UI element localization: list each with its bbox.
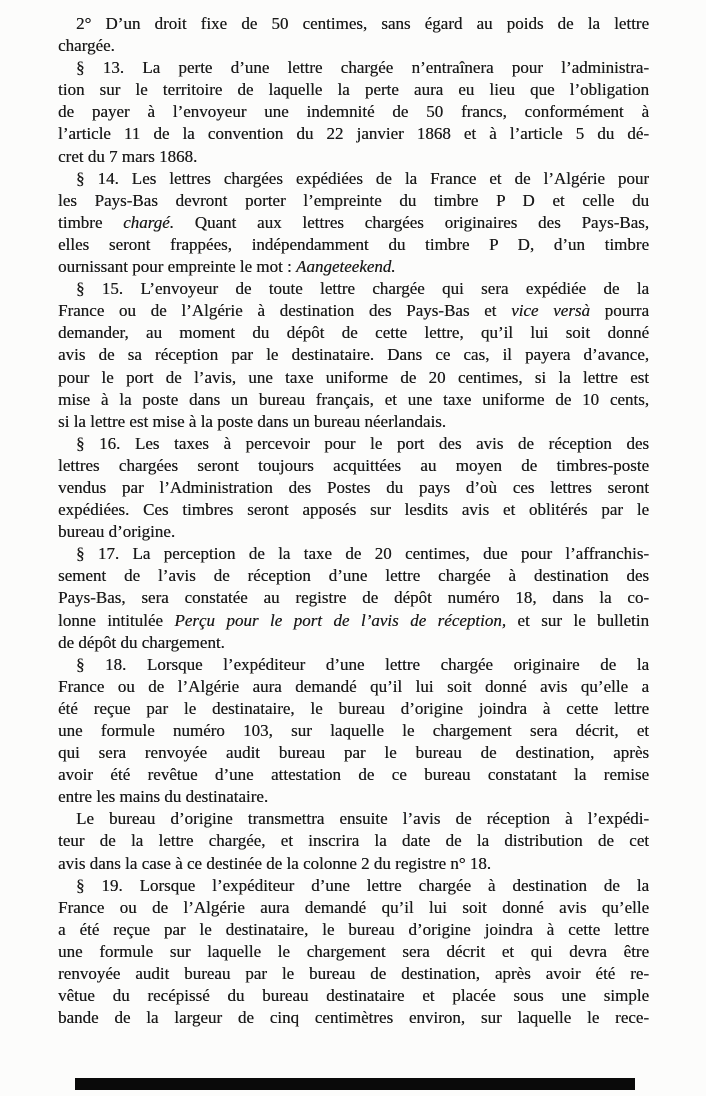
text-segment: lonne intitulée (58, 610, 175, 630)
text-segment: § 14. Les lettres chargées expédiées de la France et de l’Algérie pour (76, 168, 649, 188)
text-line (58, 367, 649, 389)
text-segment: renvoyée audit bureau par le bureau de destination, après avoir été re- (58, 964, 649, 984)
text-line (58, 234, 649, 256)
text-segment: cret du 7 mars 1868. (58, 146, 198, 166)
text-segment: § 19. Lorsque l’expéditeur d’une lettre chargée à destination de la (76, 875, 649, 895)
text-segment: l’article 11 de la convention du 22 janvier 1868 et à l’article 5 du dé- (58, 124, 649, 144)
text-line (58, 632, 649, 654)
text-line (58, 830, 649, 852)
text-segment: § 15. L’envoyeur de toute lettre chargée qui sera expédiée de la (76, 279, 649, 299)
text-line (58, 764, 649, 786)
italic-text-segment: Aangeteekend. (295, 257, 396, 277)
text-segment: ournissant pour empreinte le mot : (58, 257, 296, 277)
text-line (58, 411, 649, 433)
text-segment: tion sur le territoire de laquelle la perte aura eu lieu que l’obligation (58, 80, 649, 100)
text-line (58, 919, 649, 941)
text-segment: pourra (589, 301, 649, 321)
text-line (58, 610, 649, 632)
text-segment: vêtue du recépissé du bureau destinataire et placée sous une simple (58, 986, 649, 1006)
text-segment: France ou de l’Algérie aura demandé qu’il lui soit donné avis qu’elle (58, 897, 649, 917)
text-segment: § 18. Lorsque l’expéditeur d’une lettre chargée originaire de la (76, 654, 649, 674)
italic-text-segment: vice versà (511, 301, 590, 321)
text-line (58, 57, 649, 79)
text-segment: une formule sur laquelle le chargement sera décrit et qui devra être (58, 941, 649, 961)
text-line (58, 941, 649, 963)
text-segment: § 16. Les taxes à percevoir pour le port des avis de réception des (76, 433, 649, 453)
text-line (58, 808, 649, 830)
text-segment: a été reçue par le destinataire, le bureau d’origine joindra à cette lettre (58, 919, 649, 939)
text-line (58, 433, 649, 455)
text-segment: lettres chargées seront toujours acquittées au moyen de timbres-poste (58, 455, 649, 475)
text-line (58, 521, 649, 543)
text-segment: 2° D’un droit fixe de 50 centimes, sans égard au poids de la lettre (76, 14, 649, 33)
text-line (58, 720, 649, 742)
text-line (58, 853, 649, 875)
text-segment: France ou de l’Algérie aura demandé qu’il lui soit donné avis qu’elle a (58, 676, 649, 696)
text-segment: de dépôt du chargement. (58, 632, 225, 652)
text-line (58, 963, 649, 985)
text-line (58, 344, 649, 366)
text-segment: Quant aux lettres chargées originaires des Pays-Bas, (173, 212, 649, 232)
italic-text-segment: Perçu pour le port de l’avis de réception, (174, 610, 506, 630)
text-segment: si la lettre est mise à la poste dans un bureau néerlandais. (58, 411, 447, 431)
scan-artifact-bar (75, 1078, 635, 1090)
text-line (58, 698, 649, 720)
text-segment: avoir été revêtue d’une attestation de ce bureau constatant la remise (58, 765, 649, 785)
text-line (58, 168, 649, 190)
text-line (58, 79, 649, 101)
text-line (58, 13, 649, 35)
text-line (58, 897, 649, 919)
text-segment: expédiées. Ces timbres seront apposés sur lesdits avis et oblitérés par le (58, 500, 649, 520)
text-segment: elles seront frappées, indépendamment du timbre P D, d’un timbre (58, 234, 649, 254)
text-segment: qui sera renvoyée audit bureau par le bureau de destination, après (58, 743, 649, 763)
text-line (58, 477, 649, 499)
text-line (58, 1007, 649, 1029)
text-segment: vendus par l’Administration des Postes du pays d’où ces lettres seront (58, 477, 649, 497)
text-line (58, 389, 649, 411)
text-segment: demander, au moment du dépôt de cette lettre, qu’il lui soit donné (58, 323, 649, 343)
text-segment: les Pays-Bas devront porter l’empreinte du timbre P D et celle du (58, 190, 649, 210)
text-line (58, 587, 649, 609)
text-line (58, 676, 649, 698)
text-segment: France ou de l’Algérie à destination des Pays-Bas et (58, 301, 512, 321)
text-line (58, 543, 649, 565)
text-line (58, 190, 649, 212)
text-segment: pour le port de l’avis, une taxe uniforme de 20 centimes, si la lettre est (58, 367, 649, 387)
text-line (58, 654, 649, 676)
text-line (58, 322, 649, 344)
text-segment: bureau d’origine. (58, 522, 176, 542)
text-segment: avis de sa réception par le destinataire. Dans ce cas, il payera d’avance, (58, 345, 649, 365)
text-line (58, 786, 649, 808)
text-line (58, 278, 649, 300)
text-segment: sement de l’avis de réception d’une lettre chargée à destination des (58, 566, 649, 586)
text-line (58, 146, 649, 168)
text-line (58, 256, 649, 278)
text-segment: Le bureau d’origine transmettra ensuite l’avis de réception à l’expédi- (76, 809, 649, 829)
text-line (58, 300, 649, 322)
text-segment: § 13. La perte d’une lettre chargée n’entraînera pour l’administra- (76, 58, 649, 78)
text-segment: et sur le bulletin (506, 610, 649, 630)
text-line (58, 101, 649, 123)
document-page (58, 13, 649, 1029)
text-segment: mise à la poste dans un bureau français, et une taxe uniforme de 10 cents, (58, 389, 649, 409)
text-segment: teur de la lettre chargée, et inscrira la date de la distribution de cet (58, 831, 649, 851)
text-segment: une formule numéro 103, sur laquelle le chargement sera décrit, et (58, 721, 649, 740)
text-line (58, 875, 649, 897)
text-segment: avis dans la case à ce destinée de la colonne 2 du registre n° 18. (58, 853, 492, 873)
text-line (58, 742, 649, 764)
text-line (58, 35, 649, 57)
text-segment: été reçue par le destinataire, le bureau d’origine joindra à cette lettre (58, 698, 649, 718)
text-segment: timbre (58, 212, 124, 232)
text-segment: chargée. (58, 36, 115, 56)
text-segment: de payer à l’envoyeur une indemnité de 50 francs, conformément à (58, 102, 649, 122)
text-line (58, 985, 649, 1007)
text-segment: § 17. La perception de la taxe de 20 centimes, due pour l’affranchis- (76, 544, 649, 564)
text-line (58, 123, 649, 145)
text-segment: Pays-Bas, sera constatée au registre de dépôt numéro 18, dans la co- (58, 588, 649, 608)
text-segment: entre les mains du destinataire. (58, 787, 269, 807)
text-line (58, 212, 649, 234)
text-line (58, 499, 649, 521)
text-segment: bande de la largeur de cinq centimètres environ, sur laquelle le rece- (58, 1008, 649, 1028)
italic-text-segment: chargé. (123, 212, 174, 232)
text-line (58, 565, 649, 587)
text-line (58, 455, 649, 477)
